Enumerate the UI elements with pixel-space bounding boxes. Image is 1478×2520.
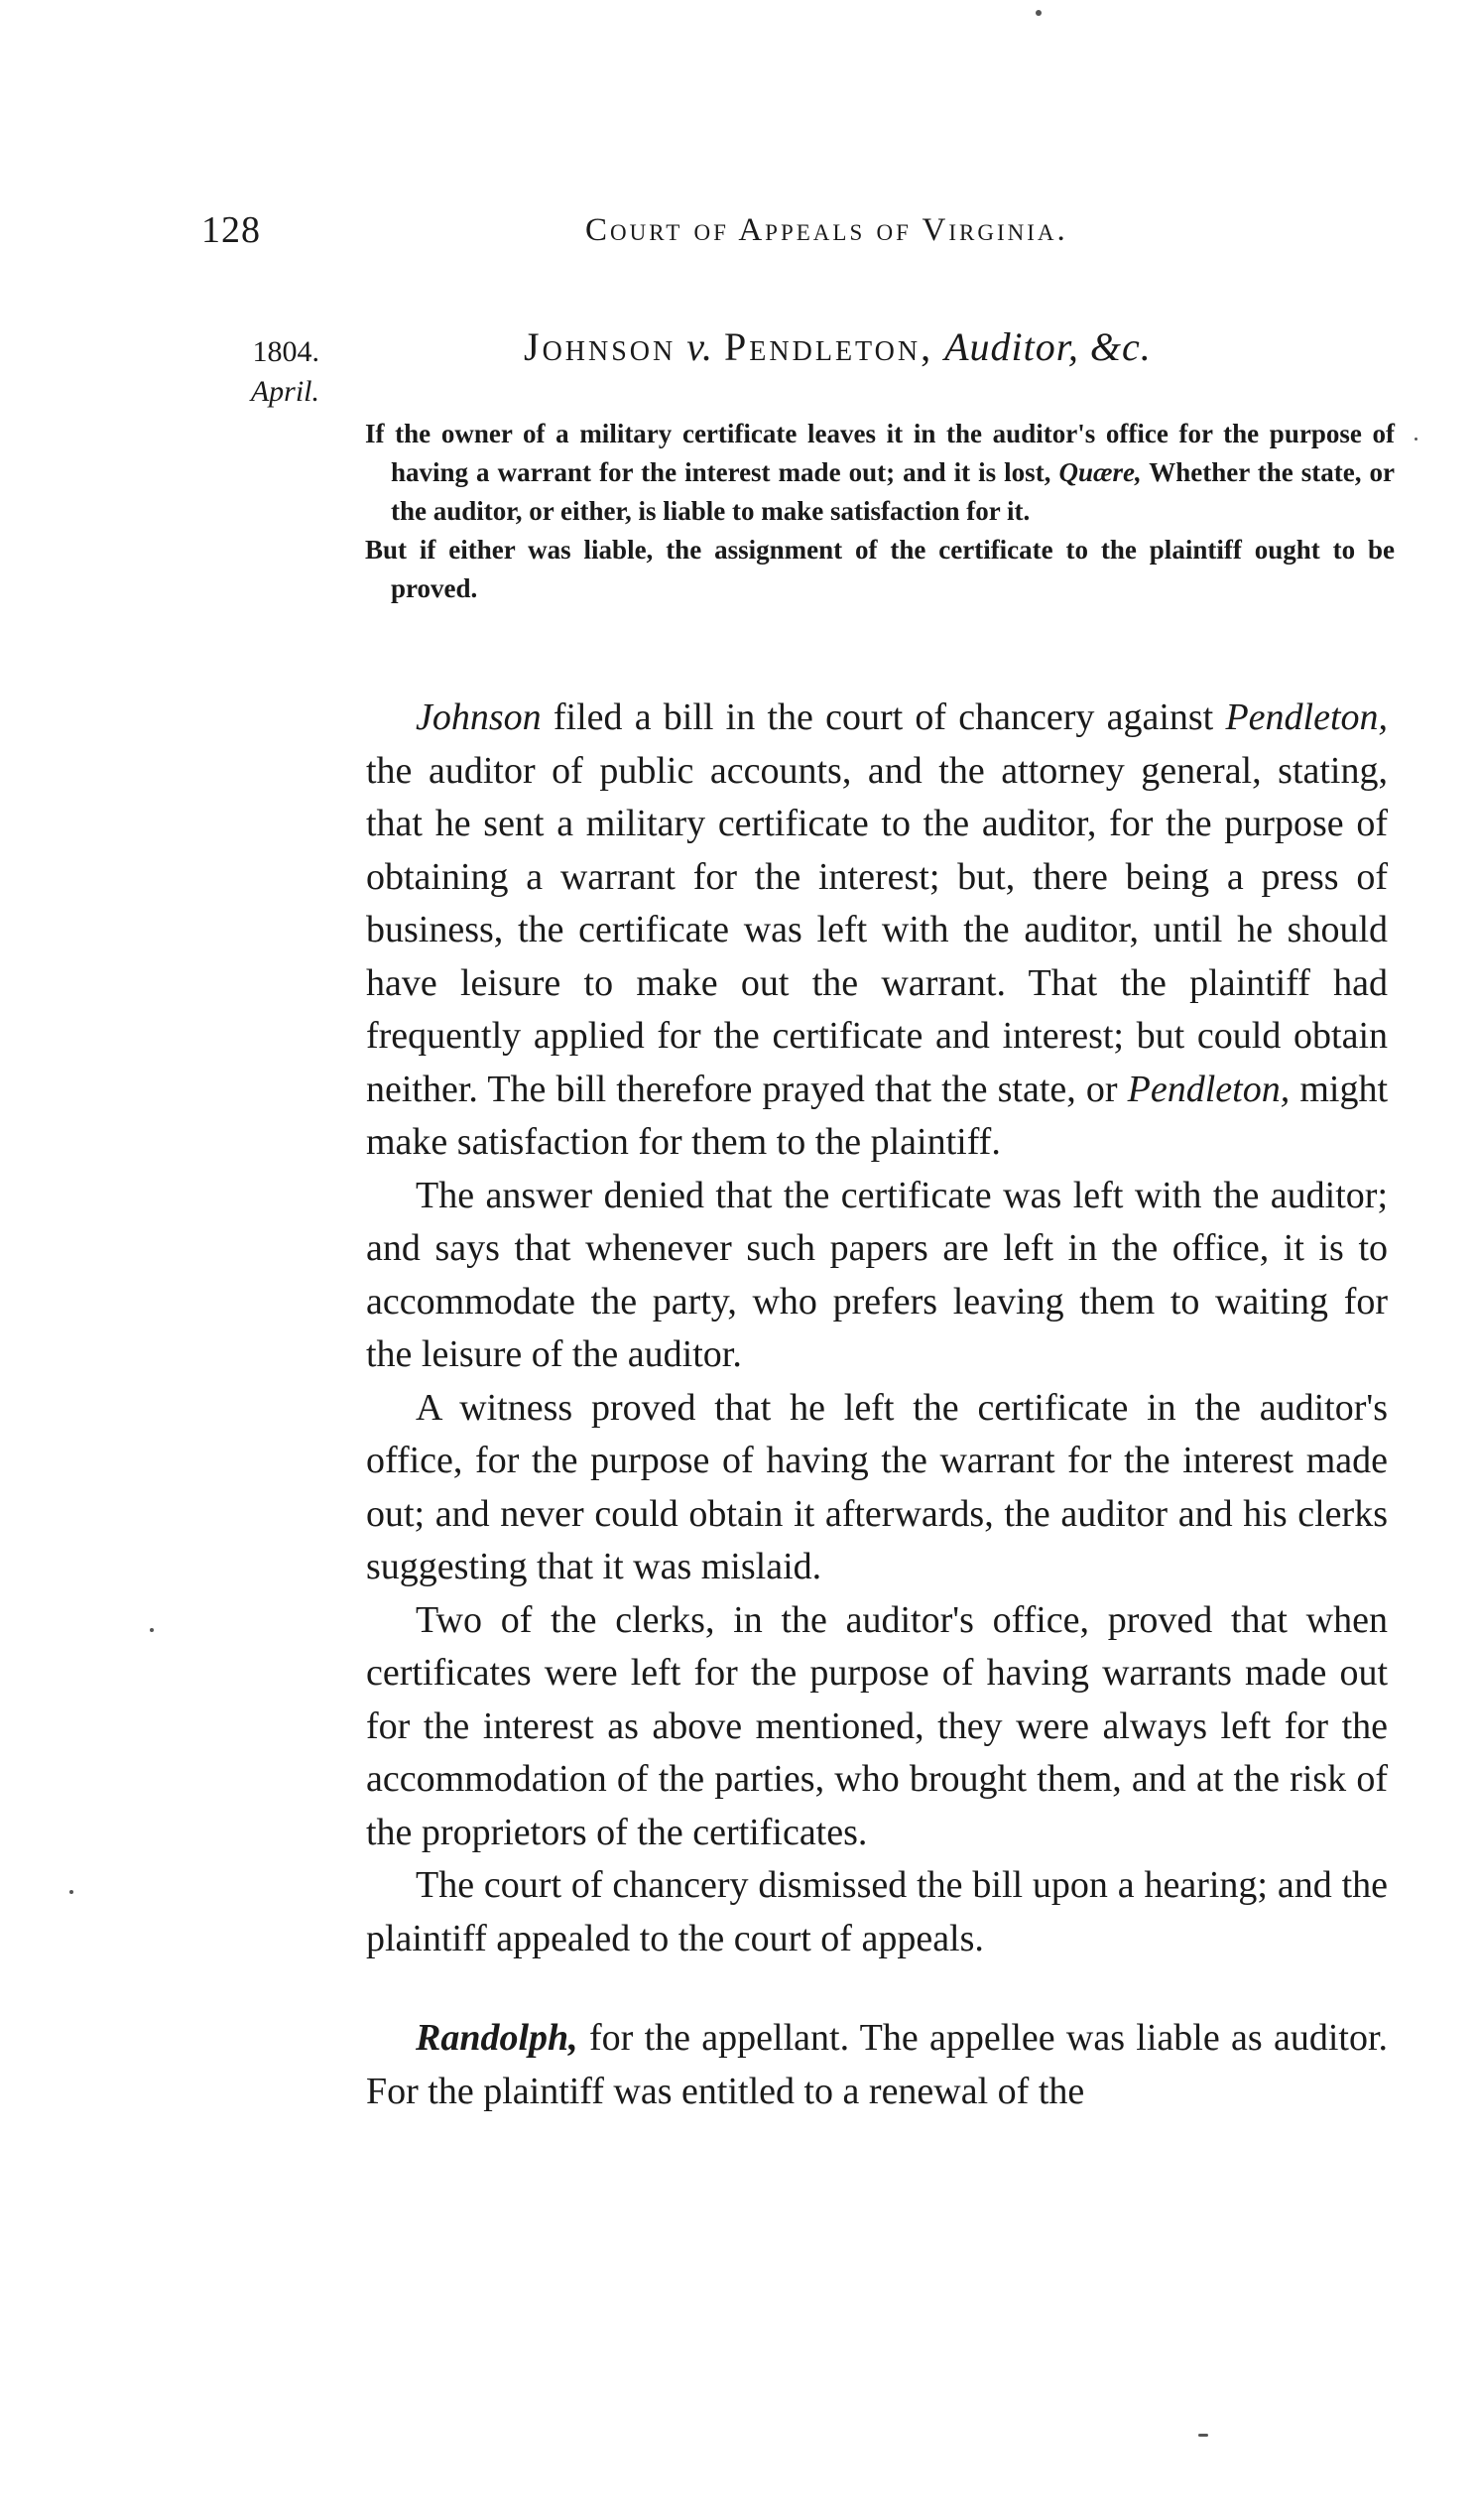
case-role: Auditor, &c.	[944, 324, 1152, 369]
scan-speck	[1036, 10, 1042, 16]
headnote-text: Whether the state, or the auditor, or either, is liable to make satisfaction for it.	[391, 457, 1396, 526]
headnotes	[365, 415, 1395, 608]
headnote	[365, 531, 1395, 608]
paragraph-text: for the appellant. The appellee was liable as auditor. For the plaintiff was entitled to a renewal of the	[366, 2017, 1389, 2112]
paragraph: The answer denied that the certificate was left with the auditor; and says that whenever such papers are left in the office, it is to accommodate the party, who prefers leaving them to waiting for the leisure of the auditor.	[366, 1174, 1388, 1375]
margin-month: April.	[250, 375, 319, 408]
scan-speck	[1198, 2434, 1208, 2437]
party-name: Johnson	[416, 696, 542, 738]
party-name: Pendleton,	[1127, 1068, 1291, 1110]
body-text	[366, 692, 1388, 2118]
running-head: Court of Appeals of Virginia.	[585, 212, 1068, 248]
paragraph: A witness proved that he left the certificate in the auditor's office, for the purpose of having the warrant for the interest made out; and never could obtain it afterwards, the auditor and his clerks suggesting that it was mislaid.	[366, 1386, 1388, 1587]
margin-date	[236, 332, 319, 412]
paragraph	[366, 692, 1388, 1170]
scan-speck	[150, 1628, 154, 1632]
case-plaintiff: Johnson	[524, 324, 677, 369]
margin-year: 1804.	[252, 335, 319, 368]
case-title	[524, 323, 1152, 370]
headnote-text: If the owner of a military certificate leaves it in the auditor's office for the purpose of having a warrant for the interest made out; and it is lost,	[365, 419, 1395, 487]
counsel-name: Randolph,	[416, 2017, 578, 2059]
paragraph-text: the auditor of public accounts, and the attorney general, stating, that he sent a military certificate to the auditor, for the purpose of obtaining a warrant for the interest; but, there being a press of business, the certificate was left with the auditor, until he should have leisure to make out the warrant. That the plaintiff had frequently applied for the certificate and interest; but could obtain neither. The bill therefore prayed that the state, or	[366, 749, 1388, 1110]
paragraph-text: might make satisfaction for them to the plaintiff.	[366, 1068, 1389, 1163]
case-defendant: Pendleton,	[724, 324, 934, 369]
headnote-quaere: Quære,	[1058, 457, 1142, 487]
scan-speck	[1415, 438, 1417, 441]
paragraph: The court of chancery dismissed the bill upon a hearing; and the plaintiff appealed to the court of appeals.	[366, 1864, 1388, 1959]
page-number: 128	[201, 209, 261, 251]
party-name: Pendleton,	[1225, 696, 1388, 738]
paragraph-text: filed a bill in the court of chancery against	[553, 696, 1214, 738]
headnote-text: But if either was liable, the assignment of the certificate to the plaintiff ought to be proved.	[365, 535, 1395, 603]
paragraph: Two of the clerks, in the auditor's office, proved that when certificates were left for the purpose of having warrants made out for the interest as above mentioned, they were always left for the accommodation of the parties, who brought them, and at the risk of the proprietors of the certificates.	[366, 1598, 1388, 1853]
paragraph	[366, 2012, 1388, 2118]
scan-speck	[69, 1890, 73, 1894]
case-versus: v.	[686, 324, 714, 369]
headnote	[365, 415, 1395, 531]
